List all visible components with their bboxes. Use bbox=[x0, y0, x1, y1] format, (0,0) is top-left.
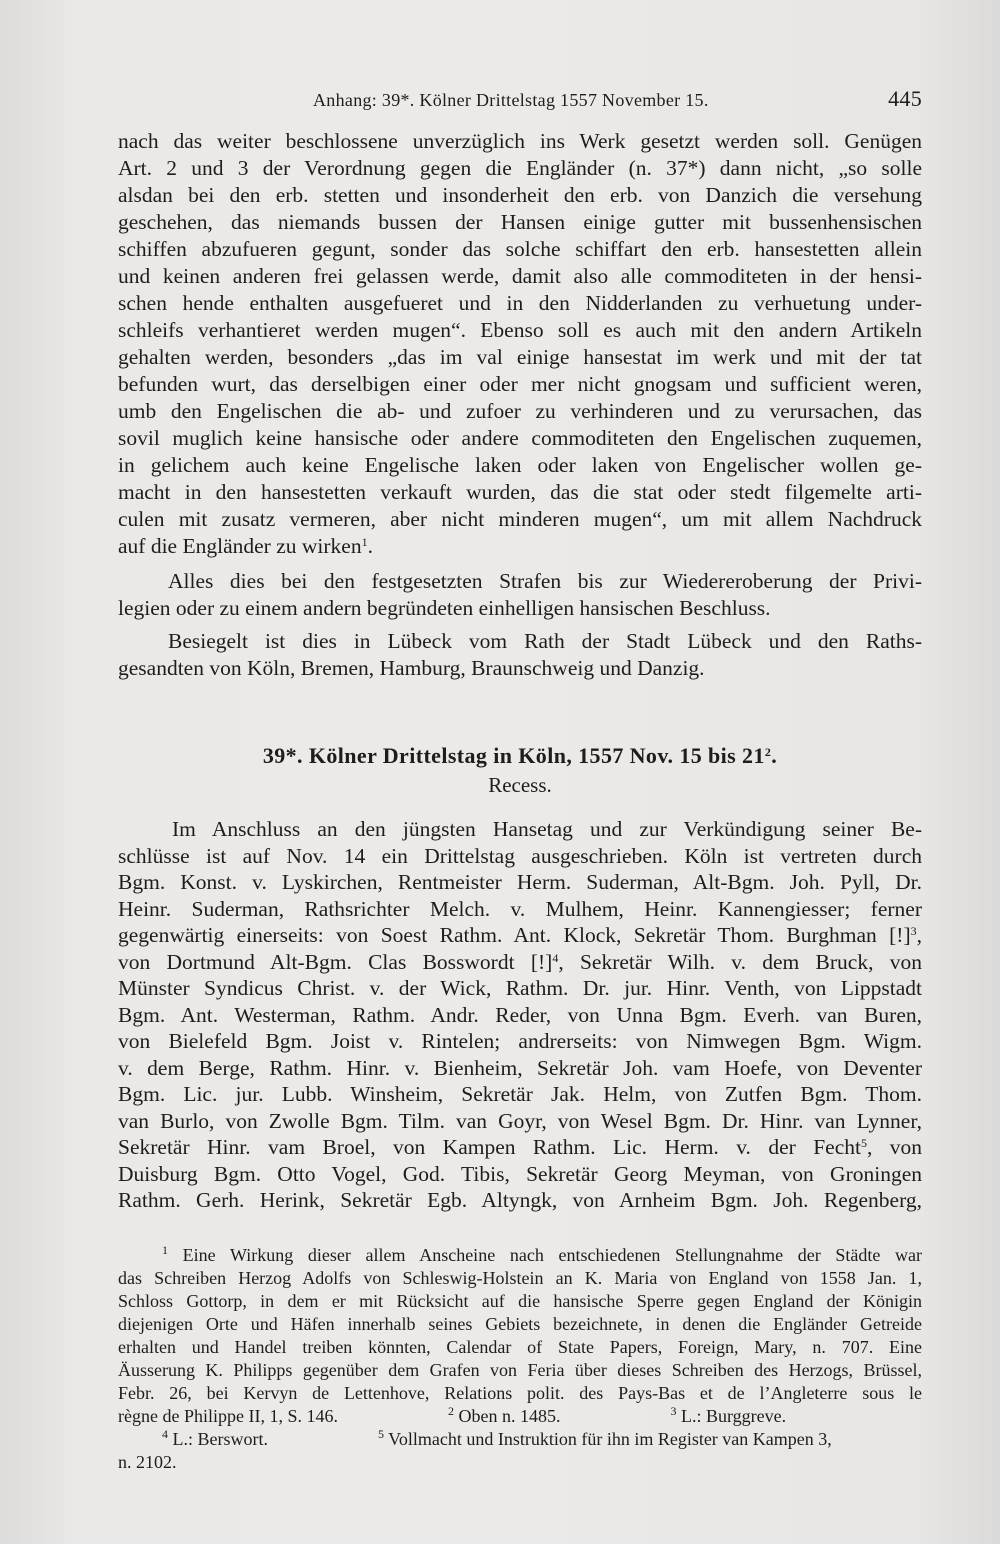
text-fragment: auf die Engländer zu wirken bbox=[118, 534, 362, 558]
text-line: Im Anschluss an den jüngsten Hansetag und zur Verkündigung seiner Be- bbox=[172, 817, 922, 841]
text-fragment: , Sekretär Wilh. v. dem Bruck, von bbox=[558, 949, 922, 974]
text-line: Besiegelt ist dies in Lübeck vom Rath der Stadt Lübeck und den Raths- bbox=[168, 629, 922, 653]
text-line: Duisburg Bgm. Otto Vogel, God. Tibis, Sekretär Georg Meyman, von Groningen bbox=[118, 1161, 922, 1186]
text-line: schleifs verhantieret werden mugen“. Ebenso soll es auch mit den andern Artikeln bbox=[118, 318, 922, 342]
footnote-ref: 2 bbox=[764, 745, 772, 759]
page-number: 445 bbox=[888, 86, 922, 111]
text-line: Heinr. Suderman, Rathsrichter Melch. v. Mulhem, Heinr. Kannengiesser; ferner bbox=[118, 896, 922, 921]
footnote-ref: 3 bbox=[910, 924, 917, 938]
text-line: in gelichem auch keine Engelische laken oder laken von Engelischer wollen ge- bbox=[118, 453, 922, 477]
text-fragment: , von bbox=[866, 1135, 923, 1159]
footnote-text: règne de Philippe II, 1, S. 146. bbox=[118, 1406, 338, 1426]
text-line: und keinen anderen frei gelassen werde, damit also alle commoditeten in der hensi- bbox=[118, 264, 922, 288]
footnote-line: n. 2102. bbox=[118, 1452, 177, 1472]
text-line: geschehen, das niemands bussen der Hansen einige gutter mit bussenhensischen bbox=[118, 210, 922, 234]
text-line: culen mit zusatz vermeren, aber nicht minderen mugen“, um mit allem Nachdruck bbox=[118, 507, 922, 531]
footnote-ref: 1 bbox=[361, 535, 368, 549]
footnotes bbox=[118, 1244, 922, 1474]
text-line: Alles dies bei den festgesetzten Strafen bis zur Wiedereroberung der Privi- bbox=[168, 569, 922, 593]
text-line: gesandten von Köln, Bremen, Hamburg, Braunschweig und Danzig. bbox=[118, 656, 705, 680]
text-fragment: Sekretär Hinr. vam Broel, von Kampen Rathm. Lic. Herm. v. der Fecht bbox=[118, 1135, 861, 1159]
footnote-text: L.: Berswort. bbox=[172, 1429, 268, 1449]
text-line: befunden wurt, das derselbigen einer oder mer nicht gnogsam und sufficient weren, bbox=[118, 372, 922, 396]
text-line: schlüsse ist auf Nov. 14 ein Drittelstag ausgeschrieben. Köln ist vertreten durch bbox=[118, 843, 922, 868]
footnote-line bbox=[118, 1428, 922, 1451]
body-text-top bbox=[118, 128, 922, 560]
footnote-marker: 4 bbox=[162, 1427, 168, 1441]
footnote-line: Äusserung K. Philipps gegenüber dem Grafen von Feria über dieses Schreiben des Herzogs, Brüssel, bbox=[118, 1360, 922, 1380]
text-fragment: , bbox=[916, 923, 922, 947]
text-line bbox=[118, 922, 922, 949]
footnote-text: L.: Burggreve. bbox=[680, 1406, 787, 1426]
footnote-ref: 5 bbox=[860, 1136, 867, 1150]
footnote-marker: 5 bbox=[377, 1427, 384, 1441]
text-line: von Bielefeld Bgm. Joist v. Rintelen; andrerseits: von Nimwegen Bgm. Wigm. bbox=[118, 1029, 922, 1053]
footnote-marker: 2 bbox=[447, 1404, 454, 1418]
running-title: Anhang: 39*. Kölner Drittelstag 1557 November 15. bbox=[313, 90, 709, 110]
footnote-line: das Schreiben Herzog Adolfs von Schleswig-Holstein an K. Maria von England von 1558 Jan. 1, bbox=[118, 1268, 922, 1288]
text-line: gehalten werden, besonders „das im val einige hansestat im werk und mit der tat bbox=[118, 345, 922, 369]
footnote-line: Febr. 26, bei Kervyn de Lettenhove, Relations polit. des Pays-Bas et de l’Angleterre sous le bbox=[118, 1383, 922, 1403]
text-line bbox=[118, 533, 922, 560]
footnote-line bbox=[118, 1405, 922, 1428]
text-line: alsdan bei den erb. stetten und insonderheit den erb. von Danzich die versehung bbox=[118, 183, 922, 207]
paragraph-sealing bbox=[118, 628, 922, 682]
text-line: Bgm. Konst. v. Lyskirchen, Rentmeister Herm. Suderman, Alt-Bgm. Joh. Pyll, Dr. bbox=[118, 870, 922, 894]
text-line: Rathm. Gerh. Herink, Sekretär Egb. Altyngk, von Arnheim Bgm. Joh. Regenberg, bbox=[118, 1188, 922, 1212]
page-header bbox=[118, 86, 922, 116]
text-line: v. dem Berge, Rathm. Hinr. v. Bienheim, Sekretär Joh. vam Hoefe, von Deventer bbox=[118, 1055, 922, 1080]
footnote-line bbox=[118, 1244, 922, 1267]
text-line: macht in den hansestetten verkauft wurden, das die stat oder stedt filgemelte arti- bbox=[118, 480, 922, 504]
text-line: schen hende enthalten ausgefueret und in den Nidderlanden zu verhuetung under- bbox=[118, 291, 922, 315]
footnote-line: Schloss Gottorp, in dem er mit Rücksicht auf die hansische Sperre gegen England der Königin bbox=[118, 1291, 922, 1311]
paragraph-penalties bbox=[118, 568, 922, 622]
footnote-text: Oben n. 1485. bbox=[458, 1406, 561, 1426]
text-line bbox=[118, 949, 922, 976]
text-line bbox=[118, 1134, 922, 1161]
section-heading bbox=[118, 743, 922, 769]
text-line: schiffen abzufueren gegunt, sonder das solche schiffart den erb. hansestetten allein bbox=[118, 237, 922, 261]
text-fragment: gegenwärtig einerseits: von Soest Rathm. Ant. Klock, Sekretär Thom. Burghman [!] bbox=[118, 923, 911, 947]
footnote-ref: 4 bbox=[552, 950, 559, 965]
footnote-marker: 1 bbox=[162, 1243, 168, 1257]
text-fragment: von Dortmund Alt-Bgm. Clas Bosswordt [!] bbox=[118, 949, 553, 974]
footnote-text: Vollmacht und Instruktion für ihn im Register van Kampen 3, bbox=[388, 1429, 832, 1449]
text-fragment: . bbox=[367, 534, 373, 558]
text-line: umb den Engelischen die ab- und zufoer zu verhinderen und zu verursachen, das bbox=[118, 399, 922, 423]
text-line: nach das weiter beschlossene unverzüglich ins Werk gesetzt werden soll. Genügen bbox=[118, 129, 922, 153]
text-line: Bgm. Ant. Westerman, Rathm. Andr. Reder, von Unna Bgm. Everh. van Buren, bbox=[118, 1002, 922, 1027]
text-line: Art. 2 und 3 der Verordnung gegen die Engländer (n. 37*) dann nicht, „so solle bbox=[118, 156, 922, 180]
footnote-line: diejenigen Orte und Häfen innerhalb seines Gebiets bezeichnete, in denen die Engländer Getreide bbox=[118, 1314, 922, 1334]
text-line: sovil muglich keine hansische oder andere commoditeten den Engelischen zuquemen, bbox=[118, 426, 922, 450]
body-text-bottom bbox=[118, 816, 922, 1214]
heading-text: 39*. Kölner Drittelstag in Köln, 1557 Nov. 15 bis 21 bbox=[262, 743, 765, 768]
footnote-marker: 3 bbox=[670, 1404, 677, 1418]
footnote-line: erhalten und Handel treiben könnten, Calendar of State Papers, Foreign, Mary, n. 707. Eine bbox=[118, 1337, 922, 1357]
heading-end: . bbox=[771, 743, 778, 768]
section-subheading: Recess. bbox=[488, 773, 552, 797]
text-line: van Burlo, von Zwolle Bgm. Tilm. van Goyr, von Wesel Bgm. Dr. Hinr. van Lynner, bbox=[118, 1108, 922, 1133]
text-line: Münster Syndicus Christ. v. der Wick, Rathm. Dr. jur. Hinr. Venth, von Lippstadt bbox=[118, 976, 922, 1000]
text-line: legien oder zu einem andern begründeten einhelligen hansischen Beschluss. bbox=[118, 596, 771, 620]
text-line: Bgm. Lic. jur. Lubb. Winsheim, Sekretär Jak. Helm, von Zutfen Bgm. Thom. bbox=[118, 1082, 922, 1106]
footnote-text: Eine Wirkung dieser allem Anscheine nach entschiedenen Stellungnahme der Städte war bbox=[182, 1245, 923, 1265]
